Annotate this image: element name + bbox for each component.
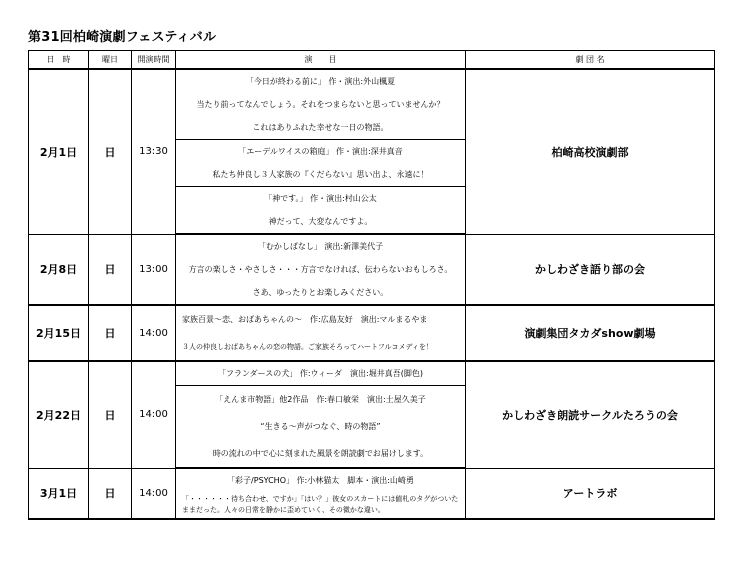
program-title: 「フランダースの犬」 作:ウィーダ 演出:堀井真吾(脚色): [218, 368, 423, 378]
program-cell: [176, 69, 466, 140]
program-cell: [176, 386, 466, 469]
header-start-time: 開演時間: [132, 51, 176, 70]
table-row: [29, 468, 715, 519]
table-row: [29, 361, 715, 386]
program-cell: [176, 361, 466, 386]
troupe-cell: 柏崎高校演劇部: [466, 69, 715, 234]
program-desc: 時の流れの中で心に刻まれた風景を朗読劇でお届けします。: [212, 448, 429, 458]
header-weekday: 曜日: [89, 51, 132, 70]
table-row: [29, 305, 715, 361]
program-title: 「エーデルワイスの箱庭」 作・演出:深井真音: [238, 146, 403, 156]
weekday-cell: 日: [89, 468, 132, 519]
page-title: 第31回柏崎演劇フェスティバル: [28, 30, 217, 45]
program-desc: “生きる～声がつなぐ、時の物語”: [260, 421, 381, 431]
time-cell: 14:00: [132, 305, 176, 361]
troupe-cell: 演劇集団タカダshow劇場: [466, 305, 715, 361]
time-cell: 13:00: [132, 234, 176, 305]
time-cell: 14:00: [132, 468, 176, 519]
program-title: 家族百景～恋、おばあちゃんの～ 作:広島友好 演出:マルまるやま: [182, 314, 428, 324]
program-cell: [176, 468, 466, 519]
program-desc: さあ、ゆったりとお楽しみください。: [252, 287, 389, 297]
program-desc: 方言の楽しさ・やさしさ・・・方言でなければ、伝わらないおもしろさ。: [188, 264, 453, 274]
table-row: [29, 69, 715, 140]
schedule-table: [28, 50, 715, 520]
weekday-cell: 日: [89, 69, 132, 234]
program-title: 「彩子/PSYCHO」 作:小林猫太 脚本・演出:山崎勇: [227, 475, 414, 485]
header-date: 日 時: [29, 51, 89, 70]
troupe-cell: アートラボ: [466, 468, 715, 519]
troupe-cell: かしわざき朗読サークルたろうの会: [466, 361, 715, 468]
time-cell: 13:30: [132, 69, 176, 234]
weekday-cell: 日: [89, 305, 132, 361]
program-desc: 「・・・・・・待ち合わせ、ですか」「はい？」彼女のスカートには値札のタグがついたままだった。人々の日常を静かに歪めていく、その微かな違い。: [182, 495, 459, 514]
date-cell: 3月1日: [29, 468, 89, 519]
program-title: 「えんま市物語」他2作品 作:春口敏栄 演出:土屋久美子: [215, 394, 426, 404]
program-cell: [176, 234, 466, 305]
program-cell: [176, 140, 466, 187]
program-desc: ３人の仲良しおばあちゃんの恋の物語。ご家族そろってハートフルコメディを！: [182, 342, 433, 351]
program-cell: [176, 187, 466, 235]
time-cell: 14:00: [132, 361, 176, 468]
date-cell: 2月15日: [29, 305, 89, 361]
program-title: 「今日が終わる前に」 作・演出:外山楓夏: [245, 76, 396, 86]
table-row: [29, 234, 715, 305]
program-desc: 当たり前ってなんでしょう。それをつまらないと思っていませんか？: [196, 99, 445, 109]
header-troupe: 劇 団 名: [466, 51, 715, 70]
troupe-cell: かしわざき語り部の会: [466, 234, 715, 305]
date-cell: 2月22日: [29, 361, 89, 468]
weekday-cell: 日: [89, 361, 132, 468]
program-title: 「むかしばなし」 演出:新澤美代子: [257, 241, 384, 251]
header-program: 演 目: [176, 51, 466, 70]
program-desc: 私たち仲良し３人家族の『くだらない』思い出よ、永遠に！: [212, 169, 429, 179]
program-desc: 神だって、大変なんですよ。: [268, 216, 373, 226]
program-title: 「神です。」 作・演出:村山公太: [264, 193, 377, 203]
header-row: [29, 51, 715, 70]
date-cell: 2月8日: [29, 234, 89, 305]
weekday-cell: 日: [89, 234, 132, 305]
program-cell: [176, 305, 466, 361]
date-cell: 2月1日: [29, 69, 89, 234]
program-desc: これはありふれた幸せな一日の物語。: [252, 122, 389, 132]
